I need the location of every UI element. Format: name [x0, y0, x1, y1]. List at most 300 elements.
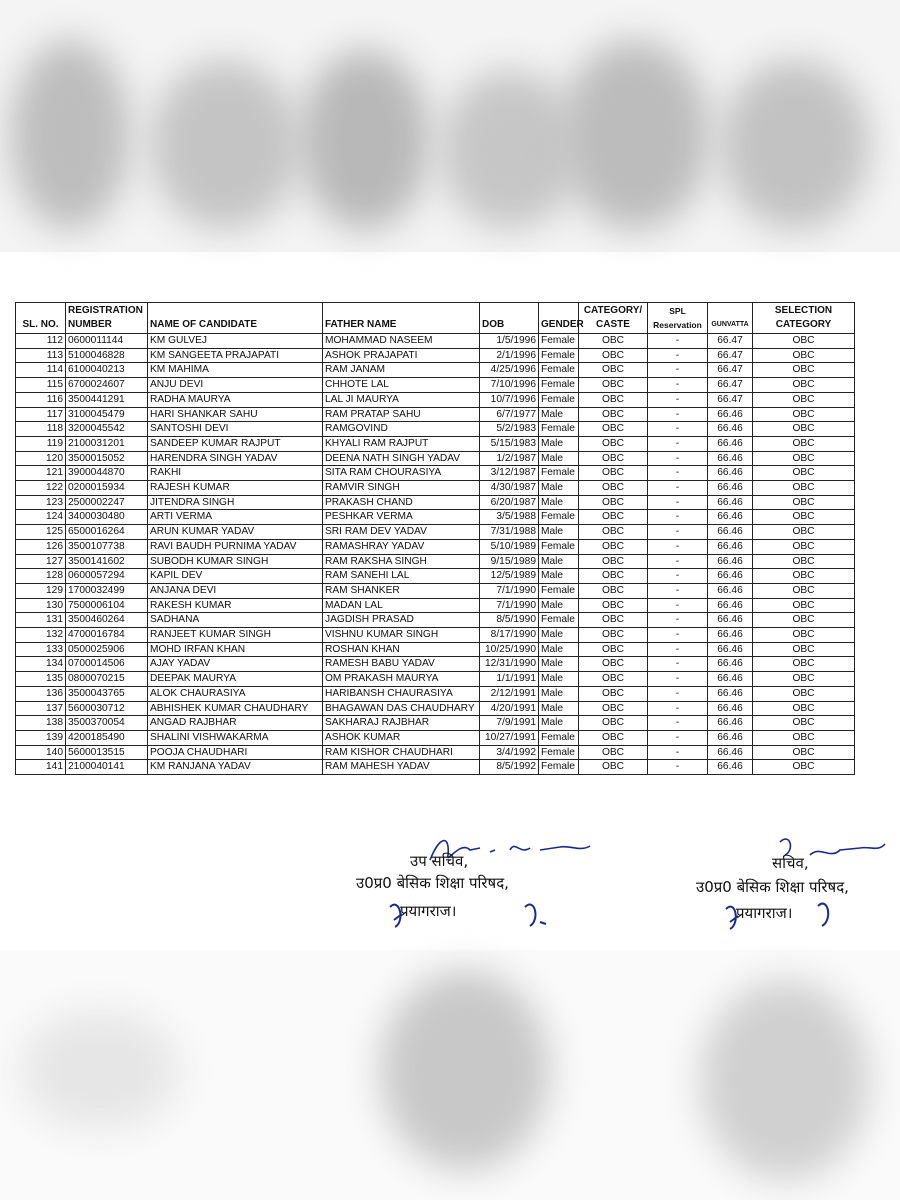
cell-gender: Female	[539, 334, 579, 349]
cell-selection-category: OBC	[753, 510, 855, 525]
cell-category: OBC	[579, 348, 648, 363]
header-spl-reservation: SPL Reservation	[648, 303, 708, 334]
cell-gunvatta: 66.46	[708, 642, 753, 657]
cell-registration-number: 3500043765	[66, 686, 148, 701]
table-row	[16, 348, 855, 363]
cell-dob: 7/1/1990	[480, 583, 539, 598]
cell-gender: Male	[539, 701, 579, 716]
cell-dob: 10/25/1990	[480, 642, 539, 657]
cell-candidate-name: RAJESH KUMAR	[148, 481, 323, 496]
cell-dob: 6/20/1987	[480, 495, 539, 510]
table-row	[16, 363, 855, 378]
cell-candidate-name: RAVI BAUDH PURNIMA YADAV	[148, 539, 323, 554]
cell-gender: Male	[539, 716, 579, 731]
cell-candidate-name: AJAY YADAV	[148, 657, 323, 672]
cell-dob: 3/4/1992	[480, 745, 539, 760]
cell-selection-category: OBC	[753, 745, 855, 760]
table-row	[16, 569, 855, 584]
cell-sl-no: 136	[16, 686, 66, 701]
cell-gender: Female	[539, 539, 579, 554]
cell-selection-category: OBC	[753, 686, 855, 701]
cell-candidate-name: DEEPAK MAURYA	[148, 672, 323, 687]
cell-selection-category: OBC	[753, 598, 855, 613]
cell-dob: 5/10/1989	[480, 539, 539, 554]
table-row	[16, 466, 855, 481]
cell-candidate-name: RADHA MAURYA	[148, 392, 323, 407]
cell-spl-reservation: -	[648, 378, 708, 393]
cell-registration-number: 4200185490	[66, 730, 148, 745]
cell-spl-reservation: -	[648, 716, 708, 731]
cell-sl-no: 137	[16, 701, 66, 716]
cell-spl-reservation: -	[648, 510, 708, 525]
cell-father-name: JAGDISH PRASAD	[323, 613, 480, 628]
cell-category: OBC	[579, 510, 648, 525]
cell-gunvatta: 66.46	[708, 466, 753, 481]
cell-sl-no: 127	[16, 554, 66, 569]
cell-gunvatta: 66.46	[708, 672, 753, 687]
cell-dob: 8/17/1990	[480, 628, 539, 643]
cell-gunvatta: 66.46	[708, 525, 753, 540]
cell-selection-category: OBC	[753, 760, 855, 775]
cell-sl-no: 139	[16, 730, 66, 745]
cell-gender: Male	[539, 672, 579, 687]
cell-registration-number: 0600057294	[66, 569, 148, 584]
cell-selection-category: OBC	[753, 407, 855, 422]
cell-registration-number: 3500441291	[66, 392, 148, 407]
cell-sl-no: 122	[16, 481, 66, 496]
cell-father-name: KHYALI RAM RAJPUT	[323, 436, 480, 451]
table-row	[16, 539, 855, 554]
cell-dob: 6/7/1977	[480, 407, 539, 422]
table-row	[16, 701, 855, 716]
right-sig-org: उ0प्र0 बेसिक शिक्षा परिषद,	[696, 878, 849, 896]
cell-registration-number: 7500006104	[66, 598, 148, 613]
cell-father-name: PRAKASH CHAND	[323, 495, 480, 510]
cell-spl-reservation: -	[648, 730, 708, 745]
cell-gunvatta: 66.46	[708, 686, 753, 701]
cell-selection-category: OBC	[753, 628, 855, 643]
cell-candidate-name: ANJANA DEVI	[148, 583, 323, 598]
cell-category: OBC	[579, 407, 648, 422]
cell-dob: 7/1/1990	[480, 598, 539, 613]
cell-sl-no: 115	[16, 378, 66, 393]
cell-sl-no: 132	[16, 628, 66, 643]
cell-father-name: RAMGOVIND	[323, 422, 480, 437]
cell-spl-reservation: -	[648, 686, 708, 701]
cell-category: OBC	[579, 672, 648, 687]
cell-category: OBC	[579, 716, 648, 731]
cell-selection-category: OBC	[753, 716, 855, 731]
cell-gender: Female	[539, 760, 579, 775]
header-candidate-name: NAME OF CANDIDATE	[148, 303, 323, 334]
cell-father-name: RAM SHANKER	[323, 583, 480, 598]
cell-sl-no: 114	[16, 363, 66, 378]
cell-registration-number: 5600013515	[66, 745, 148, 760]
table-row	[16, 407, 855, 422]
cell-gunvatta: 66.46	[708, 569, 753, 584]
cell-category: OBC	[579, 539, 648, 554]
cell-dob: 10/27/1991	[480, 730, 539, 745]
cell-gunvatta: 66.46	[708, 451, 753, 466]
cell-spl-reservation: -	[648, 363, 708, 378]
cell-father-name: RAMVIR SINGH	[323, 481, 480, 496]
header-sl-no: SL. NO.	[16, 303, 66, 334]
cell-gender: Male	[539, 598, 579, 613]
table-row	[16, 686, 855, 701]
cell-father-name: RAMESH BABU YADAV	[323, 657, 480, 672]
table-row	[16, 642, 855, 657]
cell-gunvatta: 66.46	[708, 539, 753, 554]
cell-registration-number: 2100031201	[66, 436, 148, 451]
cell-selection-category: OBC	[753, 466, 855, 481]
blurred-bottom-region	[0, 950, 900, 1200]
cell-dob: 1/2/1987	[480, 451, 539, 466]
cell-father-name: SITA RAM CHOURASIYA	[323, 466, 480, 481]
table-row	[16, 554, 855, 569]
table-row	[16, 598, 855, 613]
cell-candidate-name: RANJEET KUMAR SINGH	[148, 628, 323, 643]
cell-gender: Female	[539, 730, 579, 745]
cell-category: OBC	[579, 701, 648, 716]
left-sig-title: उप सचिव,	[410, 852, 469, 870]
cell-category: OBC	[579, 363, 648, 378]
cell-spl-reservation: -	[648, 760, 708, 775]
cell-category: OBC	[579, 760, 648, 775]
cell-spl-reservation: -	[648, 451, 708, 466]
cell-dob: 9/15/1989	[480, 554, 539, 569]
cell-spl-reservation: -	[648, 613, 708, 628]
cell-gender: Female	[539, 510, 579, 525]
cell-selection-category: OBC	[753, 730, 855, 745]
cell-selection-category: OBC	[753, 657, 855, 672]
cell-gender: Male	[539, 686, 579, 701]
cell-category: OBC	[579, 436, 648, 451]
cell-registration-number: 3500370054	[66, 716, 148, 731]
cell-sl-no: 124	[16, 510, 66, 525]
cell-spl-reservation: -	[648, 525, 708, 540]
header-gender: GENDER	[539, 303, 579, 334]
cell-registration-number: 3100045479	[66, 407, 148, 422]
cell-registration-number: 0700014506	[66, 657, 148, 672]
cell-selection-category: OBC	[753, 701, 855, 716]
cell-selection-category: OBC	[753, 583, 855, 598]
header-dob: DOB	[480, 303, 539, 334]
cell-category: OBC	[579, 642, 648, 657]
cell-candidate-name: MOHD IRFAN KHAN	[148, 642, 323, 657]
cell-registration-number: 4700016784	[66, 628, 148, 643]
cell-candidate-name: JITENDRA SINGH	[148, 495, 323, 510]
cell-spl-reservation: -	[648, 334, 708, 349]
cell-gunvatta: 66.47	[708, 378, 753, 393]
right-sig-title: सचिव,	[772, 854, 809, 872]
cell-dob: 1/1/1991	[480, 672, 539, 687]
cell-candidate-name: SHALINI VISHWAKARMA	[148, 730, 323, 745]
merit-list-table-container	[15, 302, 854, 775]
cell-spl-reservation: -	[648, 422, 708, 437]
cell-candidate-name: SUBODH KUMAR SINGH	[148, 554, 323, 569]
cell-father-name: HARIBANSH CHAURASIYA	[323, 686, 480, 701]
cell-candidate-name: ABHISHEK KUMAR CHAUDHARY	[148, 701, 323, 716]
cell-selection-category: OBC	[753, 554, 855, 569]
cell-sl-no: 118	[16, 422, 66, 437]
cell-registration-number: 0800070215	[66, 672, 148, 687]
cell-category: OBC	[579, 525, 648, 540]
cell-father-name: OM PRAKASH MAURYA	[323, 672, 480, 687]
header-category-caste: CATEGORY/ CASTE	[579, 303, 648, 334]
cell-sl-no: 119	[16, 436, 66, 451]
cell-registration-number: 0200015934	[66, 481, 148, 496]
cell-sl-no: 117	[16, 407, 66, 422]
cell-spl-reservation: -	[648, 481, 708, 496]
cell-gunvatta: 66.46	[708, 613, 753, 628]
cell-father-name: BHAGAWAN DAS CHAUDHARY	[323, 701, 480, 716]
table-row	[16, 525, 855, 540]
cell-sl-no: 134	[16, 657, 66, 672]
cell-gunvatta: 66.46	[708, 598, 753, 613]
cell-father-name: DEENA NATH SINGH YADAV	[323, 451, 480, 466]
cell-father-name: RAM SANEHI LAL	[323, 569, 480, 584]
cell-sl-no: 123	[16, 495, 66, 510]
table-row	[16, 613, 855, 628]
cell-spl-reservation: -	[648, 392, 708, 407]
cell-sl-no: 121	[16, 466, 66, 481]
cell-father-name: VISHNU KUMAR SINGH	[323, 628, 480, 643]
cell-father-name: SRI RAM DEV YADAV	[323, 525, 480, 540]
cell-dob: 10/7/1996	[480, 392, 539, 407]
cell-candidate-name: KM SANGEETA PRAJAPATI	[148, 348, 323, 363]
table-row	[16, 760, 855, 775]
cell-gender: Female	[539, 583, 579, 598]
cell-category: OBC	[579, 378, 648, 393]
cell-selection-category: OBC	[753, 363, 855, 378]
cell-gender: Male	[539, 451, 579, 466]
cell-gender: Male	[539, 657, 579, 672]
blurred-top-region	[0, 0, 900, 252]
cell-spl-reservation: -	[648, 539, 708, 554]
cell-father-name: ROSHAN KHAN	[323, 642, 480, 657]
cell-sl-no: 135	[16, 672, 66, 687]
cell-father-name: SAKHARAJ RAJBHAR	[323, 716, 480, 731]
cell-spl-reservation: -	[648, 701, 708, 716]
cell-gender: Female	[539, 378, 579, 393]
cell-dob: 4/30/1987	[480, 481, 539, 496]
cell-gender: Male	[539, 642, 579, 657]
cell-candidate-name: KM RANJANA YADAV	[148, 760, 323, 775]
cell-gunvatta: 66.46	[708, 628, 753, 643]
cell-candidate-name: KAPIL DEV	[148, 569, 323, 584]
header-father-name: FATHER NAME	[323, 303, 480, 334]
cell-candidate-name: HARENDRA SINGH YADAV	[148, 451, 323, 466]
cell-gender: Female	[539, 348, 579, 363]
cell-gunvatta: 66.47	[708, 363, 753, 378]
cell-gender: Female	[539, 745, 579, 760]
table-row	[16, 716, 855, 731]
cell-selection-category: OBC	[753, 539, 855, 554]
cell-sl-no: 140	[16, 745, 66, 760]
cell-spl-reservation: -	[648, 466, 708, 481]
cell-spl-reservation: -	[648, 348, 708, 363]
cell-sl-no: 138	[16, 716, 66, 731]
cell-gender: Male	[539, 628, 579, 643]
table-row	[16, 628, 855, 643]
cell-gender: Female	[539, 466, 579, 481]
cell-father-name: ASHOK PRAJAPATI	[323, 348, 480, 363]
cell-registration-number: 0600011144	[66, 334, 148, 349]
cell-father-name: PESHKAR VERMA	[323, 510, 480, 525]
cell-father-name: CHHOTE LAL	[323, 378, 480, 393]
table-row	[16, 510, 855, 525]
cell-selection-category: OBC	[753, 378, 855, 393]
cell-registration-number: 3500015052	[66, 451, 148, 466]
cell-registration-number: 3500141602	[66, 554, 148, 569]
cell-gunvatta: 66.46	[708, 657, 753, 672]
cell-spl-reservation: -	[648, 598, 708, 613]
cell-gunvatta: 66.46	[708, 554, 753, 569]
cell-spl-reservation: -	[648, 642, 708, 657]
cell-sl-no: 120	[16, 451, 66, 466]
cell-spl-reservation: -	[648, 657, 708, 672]
cell-registration-number: 3400030480	[66, 510, 148, 525]
cell-category: OBC	[579, 334, 648, 349]
cell-category: OBC	[579, 569, 648, 584]
cell-spl-reservation: -	[648, 436, 708, 451]
cell-dob: 5/15/1983	[480, 436, 539, 451]
cell-father-name: RAM PRATAP SAHU	[323, 407, 480, 422]
table-row	[16, 583, 855, 598]
cell-sl-no: 125	[16, 525, 66, 540]
cell-registration-number: 3900044870	[66, 466, 148, 481]
cell-dob: 2/12/1991	[480, 686, 539, 701]
cell-spl-reservation: -	[648, 628, 708, 643]
cell-selection-category: OBC	[753, 569, 855, 584]
cell-registration-number: 6500016264	[66, 525, 148, 540]
cell-dob: 12/5/1989	[480, 569, 539, 584]
cell-dob: 7/9/1991	[480, 716, 539, 731]
cell-gender: Male	[539, 554, 579, 569]
cell-registration-number: 2100040141	[66, 760, 148, 775]
cell-gender: Female	[539, 613, 579, 628]
cell-registration-number: 1700032499	[66, 583, 148, 598]
cell-dob: 4/25/1996	[480, 363, 539, 378]
cell-gunvatta: 66.46	[708, 701, 753, 716]
left-sig-place: प्रयागराज।	[400, 902, 457, 920]
cell-selection-category: OBC	[753, 436, 855, 451]
cell-registration-number: 2500002247	[66, 495, 148, 510]
cell-sl-no: 131	[16, 613, 66, 628]
cell-registration-number: 6700024607	[66, 378, 148, 393]
cell-father-name: RAM MAHESH YADAV	[323, 760, 480, 775]
cell-category: OBC	[579, 495, 648, 510]
handwritten-initial-secretary	[718, 894, 878, 934]
cell-selection-category: OBC	[753, 422, 855, 437]
cell-gunvatta: 66.46	[708, 716, 753, 731]
cell-dob: 8/5/1992	[480, 760, 539, 775]
cell-candidate-name: ANGAD RAJBHAR	[148, 716, 323, 731]
cell-spl-reservation: -	[648, 569, 708, 584]
cell-registration-number: 5600030712	[66, 701, 148, 716]
cell-category: OBC	[579, 583, 648, 598]
cell-category: OBC	[579, 613, 648, 628]
cell-gender: Female	[539, 422, 579, 437]
cell-sl-no: 130	[16, 598, 66, 613]
cell-selection-category: OBC	[753, 334, 855, 349]
table-row	[16, 481, 855, 496]
cell-sl-no: 129	[16, 583, 66, 598]
table-row	[16, 422, 855, 437]
table-row	[16, 745, 855, 760]
cell-gender: Female	[539, 363, 579, 378]
cell-category: OBC	[579, 657, 648, 672]
cell-selection-category: OBC	[753, 525, 855, 540]
cell-selection-category: OBC	[753, 672, 855, 687]
cell-selection-category: OBC	[753, 613, 855, 628]
cell-registration-number: 0500025906	[66, 642, 148, 657]
cell-selection-category: OBC	[753, 481, 855, 496]
cell-dob: 4/20/1991	[480, 701, 539, 716]
cell-gender: Male	[539, 525, 579, 540]
cell-father-name: RAMASHRAY YADAV	[323, 539, 480, 554]
cell-selection-category: OBC	[753, 451, 855, 466]
cell-gender: Male	[539, 436, 579, 451]
header-selection-category: SELECTION CATEGORY	[753, 303, 855, 334]
table-row	[16, 378, 855, 393]
cell-gunvatta: 66.47	[708, 392, 753, 407]
cell-candidate-name: RAKESH KUMAR	[148, 598, 323, 613]
cell-category: OBC	[579, 598, 648, 613]
cell-registration-number: 5100046828	[66, 348, 148, 363]
cell-gunvatta: 66.46	[708, 510, 753, 525]
cell-candidate-name: RAKHI	[148, 466, 323, 481]
cell-candidate-name: ANJU DEVI	[148, 378, 323, 393]
cell-registration-number: 3500460264	[66, 613, 148, 628]
cell-sl-no: 128	[16, 569, 66, 584]
cell-gender: Male	[539, 495, 579, 510]
cell-sl-no: 112	[16, 334, 66, 349]
table-row	[16, 730, 855, 745]
cell-category: OBC	[579, 422, 648, 437]
table-row	[16, 334, 855, 349]
cell-selection-category: OBC	[753, 495, 855, 510]
table-row	[16, 495, 855, 510]
table-row	[16, 672, 855, 687]
cell-registration-number: 3200045542	[66, 422, 148, 437]
cell-category: OBC	[579, 392, 648, 407]
table-row	[16, 451, 855, 466]
cell-father-name: RAM KISHOR CHAUDHARI	[323, 745, 480, 760]
cell-spl-reservation: -	[648, 554, 708, 569]
cell-candidate-name: ARTI VERMA	[148, 510, 323, 525]
cell-gunvatta: 66.46	[708, 495, 753, 510]
merit-list-table	[15, 302, 855, 775]
cell-selection-category: OBC	[753, 642, 855, 657]
cell-category: OBC	[579, 730, 648, 745]
left-sig-org: उ0प्र0 बेसिक शिक्षा परिषद,	[356, 874, 509, 892]
header-registration-number: REGISTRATION NUMBER	[66, 303, 148, 334]
cell-dob: 8/5/1990	[480, 613, 539, 628]
cell-father-name: RAM RAKSHA SINGH	[323, 554, 480, 569]
cell-father-name: MOHAMMAD NASEEM	[323, 334, 480, 349]
cell-dob: 3/12/1987	[480, 466, 539, 481]
cell-gunvatta: 66.47	[708, 348, 753, 363]
cell-spl-reservation: -	[648, 495, 708, 510]
cell-selection-category: OBC	[753, 392, 855, 407]
cell-dob: 12/31/1990	[480, 657, 539, 672]
cell-sl-no: 113	[16, 348, 66, 363]
cell-sl-no: 133	[16, 642, 66, 657]
cell-gender: Male	[539, 569, 579, 584]
cell-dob: 3/5/1988	[480, 510, 539, 525]
cell-gunvatta: 66.46	[708, 760, 753, 775]
